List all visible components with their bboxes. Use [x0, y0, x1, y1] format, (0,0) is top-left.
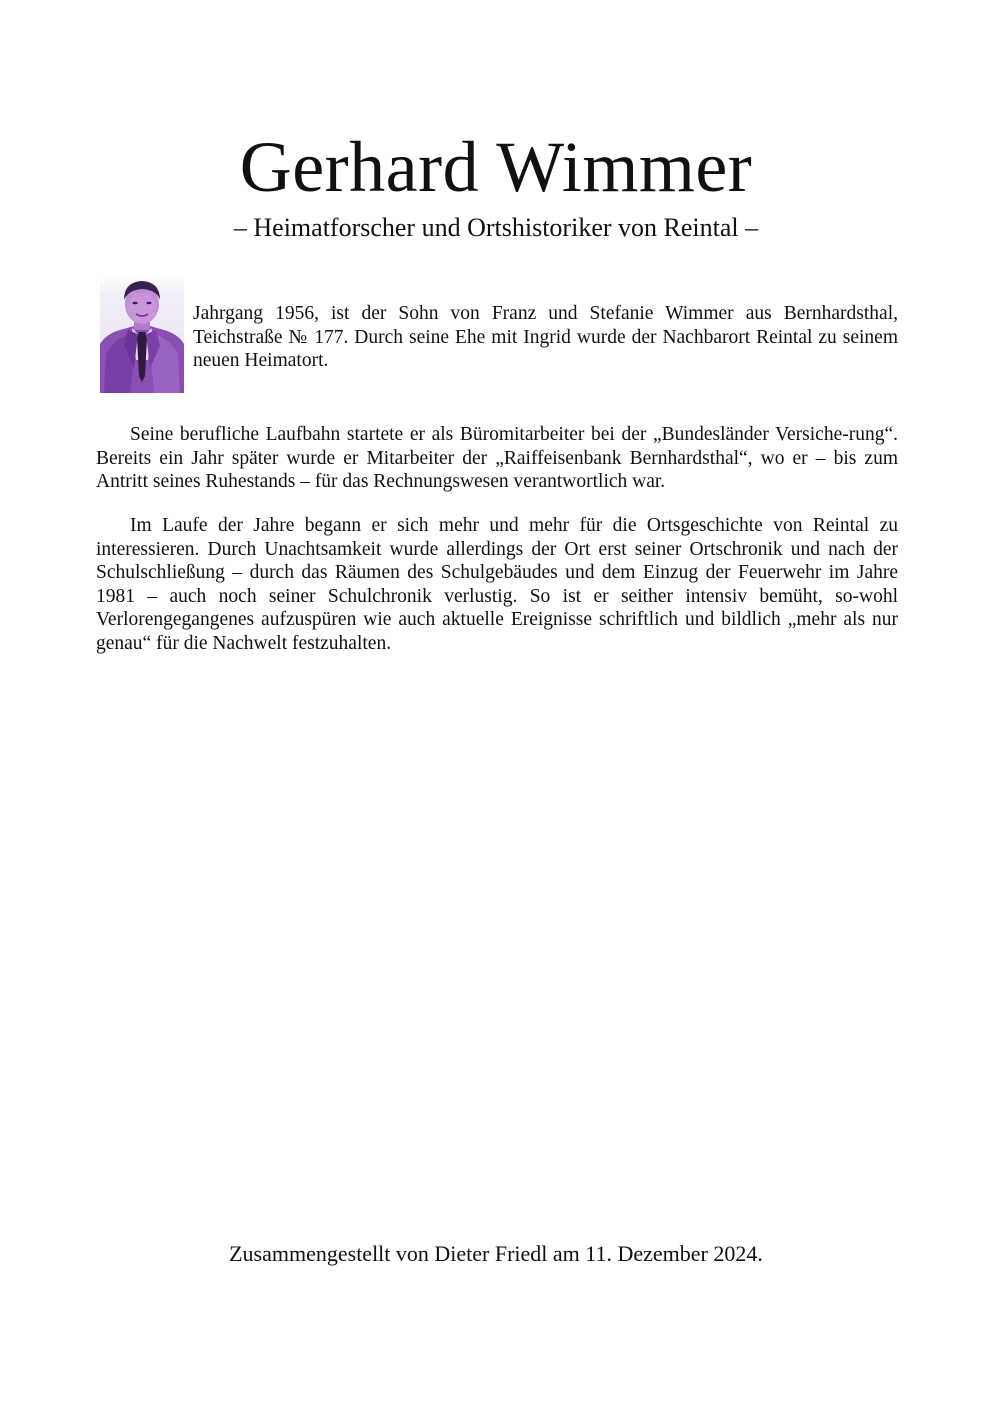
- page-subtitle: – Heimatforscher und Ortshistoriker von Reintal –: [233, 213, 759, 242]
- history-paragraph: Im Laufe der Jahre begann er sich mehr und mehr für die Ortsgeschichte von Reintal zu interessieren. Durch Unachtsamkeit wurde allerdings der Ort erst seiner Ortschronik und nach der Schulschließung – durch das Räumen des Schulgebäudes und dem Einzug der Feuerwehr im Jahre 1981 – auch noch seiner Schulchronik verlustig. So ist er seither intensiv bemüht, so-wohl Verlorengegangenes aufzuspüren wie auch aktuelle Ereignisse schriftlich und bildlich „mehr als nur genau“ für die Nachwelt festzuhalten.: [96, 515, 898, 654]
- page-title: Gerhard Wimmer: [239, 127, 753, 207]
- career-paragraph: Seine berufliche Laufbahn startete er als Büromitarbeiter bei der „Bundesländer Versiche-rung“. Bereits ein Jahr später wurde er Mitarbeiter der „Raiffeisenbank Bernhardsthal“, wo er – bis zum Antritt seines Ruhestands – für das Rechnungswesen verantwortlich war.: [96, 424, 898, 492]
- portrait-photo: [100, 276, 184, 393]
- intro-paragraph: Jahrgang 1956, ist der Sohn von Franz und Stefanie Wimmer aus Bernhardsthal, Teichstraße № 177. Durch seine Ehe mit Ingrid wurde der Nachbarort Reintal zu seinem neuen Heimatort.: [193, 303, 898, 371]
- author-credit: Zusammengestellt von Dieter Friedl am 11. Dezember 2024.: [229, 1241, 763, 1266]
